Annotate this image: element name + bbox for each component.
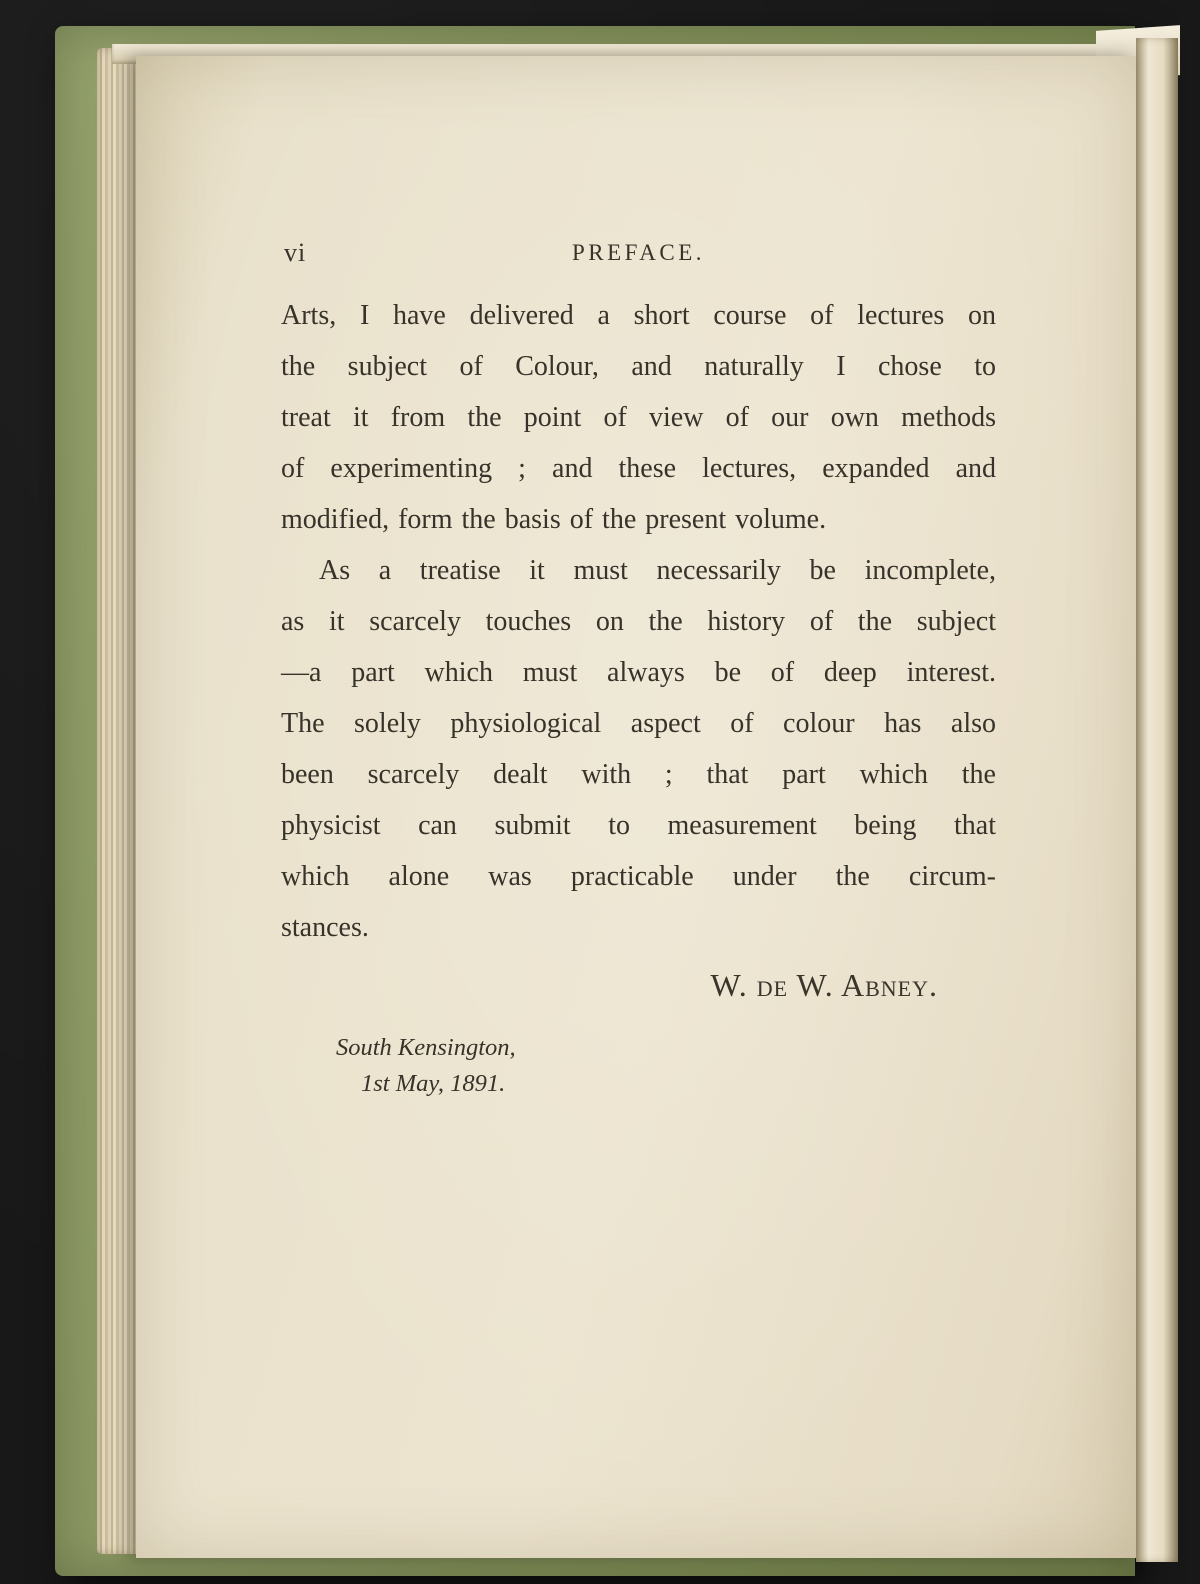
text-line: as it scarcely touches on the history of the subject <box>281 606 996 637</box>
text-line: treat it from the point of view of our own methods <box>281 402 996 433</box>
text-line: As a treatise it must necessarily be incomplete, <box>319 555 996 586</box>
text-line: physicist can submit to measurement being that <box>281 810 996 841</box>
page-number: vi <box>284 238 307 267</box>
text-line: —a part which must always be of deep interest. <box>281 657 996 688</box>
text-line: been scarcely dealt with ; that part which the <box>281 759 996 790</box>
text-line: of experimenting ; and these lectures, expanded and <box>281 453 996 484</box>
page-header <box>281 238 996 272</box>
book-page <box>136 56 1136 1558</box>
text-line: stances. <box>281 912 369 943</box>
text-line: which alone was practicable under the circum- <box>281 861 996 892</box>
author-signature: W. de W. Abney. <box>710 967 938 1003</box>
text-line: the subject of Colour, and naturally I chose to <box>281 351 996 382</box>
text-column <box>281 238 996 1098</box>
place-line: South Kensington, <box>336 1034 516 1061</box>
date-line: 1st May, 1891. <box>361 1070 506 1097</box>
fore-edge-pages <box>1136 38 1178 1562</box>
paragraph <box>281 545 996 953</box>
text-line: modified, form the basis of the present volume. <box>281 504 827 535</box>
text-line: Arts, I have delivered a short course of lectures on <box>281 300 996 331</box>
paragraph <box>281 290 996 545</box>
preface-body <box>281 290 996 953</box>
running-head: PREFACE. <box>571 240 706 265</box>
text-line: The solely physiological aspect of colour has also <box>281 708 996 739</box>
